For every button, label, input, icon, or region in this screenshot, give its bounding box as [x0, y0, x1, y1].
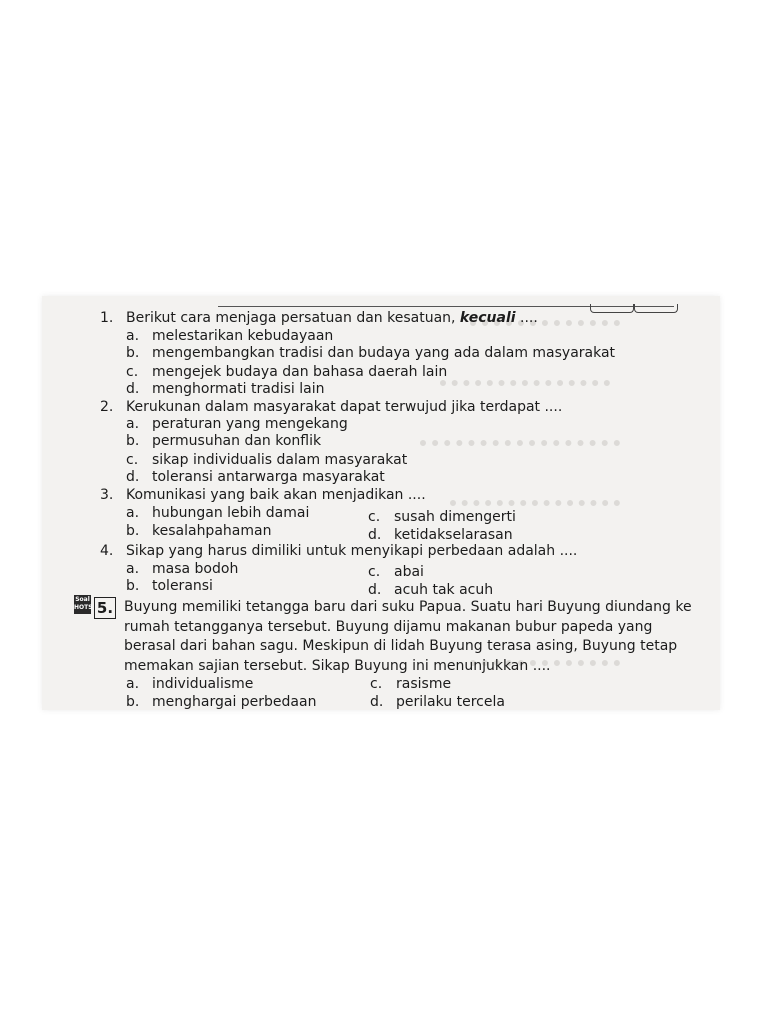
- q3-option-c-letter: c.: [368, 509, 381, 525]
- q4-option-d-letter: d.: [368, 582, 382, 598]
- q1-option-b: mengembangkan tradisi dan budaya yang ada dalam masyarakat: [152, 345, 616, 361]
- question-1-ellipsis: ....: [515, 310, 538, 326]
- question-4-text: Sikap yang harus dimiliki untuk menyikapi perbedaan adalah ....: [126, 543, 578, 559]
- q1-option-c-letter: c.: [126, 364, 139, 380]
- q5-option-d: perilaku tercela: [396, 694, 505, 710]
- hots-badge-line-1: Soal: [75, 596, 90, 603]
- q2-option-d-letter: d.: [126, 469, 140, 485]
- q3-option-a: hubungan lebih damai: [152, 505, 310, 521]
- q3-option-b: kesalahpahaman: [152, 523, 272, 539]
- header-tab-right: [634, 304, 678, 313]
- q2-option-c-letter: c.: [126, 452, 139, 468]
- q5-option-d-letter: d.: [370, 694, 384, 710]
- q4-option-b-letter: b.: [126, 578, 140, 594]
- header-tab-left: [590, 304, 634, 313]
- q2-option-a-letter: a.: [126, 416, 140, 432]
- question-1-stem: Berikut cara menjaga persatuan dan kesatuan,: [126, 310, 460, 326]
- question-4-number: 4.: [100, 543, 114, 559]
- q2-option-d: toleransi antarwarga masyarakat: [152, 469, 385, 485]
- q1-option-a: melestarikan kebudayaan: [152, 328, 334, 344]
- question-5-text: Buyung memiliki tetangga baru dari suku Papua. Suatu hari Buyung diundang ke rumah tetangganya tersebut. Buyung dijamu makanan bubur papeda yang berasal dari bahan sagu. Meskipun di lidah Buyung terasa asing, Buyung tetap memakan sajian tersebut. Sikap Buyung ini menunjukkan ....: [124, 599, 692, 674]
- q4-option-d: acuh tak acuh: [394, 582, 494, 598]
- question-2-number: 2.: [100, 399, 114, 415]
- q5-option-c-letter: c.: [370, 676, 383, 692]
- q2-option-c: sikap individualis dalam masyarakat: [152, 452, 408, 468]
- question-1-number: 1.: [100, 310, 114, 326]
- q1-option-c: mengejek budaya dan bahasa daerah lain: [152, 364, 448, 380]
- q5-option-a: individualisme: [152, 676, 254, 692]
- q2-option-b: permusuhan dan konflik: [152, 433, 322, 449]
- q4-option-a-letter: a.: [126, 561, 140, 577]
- bleed-through-decoration: [450, 500, 620, 507]
- q3-option-a-letter: a.: [126, 505, 140, 521]
- bleed-through-decoration: [420, 440, 620, 447]
- q5-option-a-letter: a.: [126, 676, 140, 692]
- q3-option-d-letter: d.: [368, 527, 382, 543]
- q4-option-b: toleransi: [152, 578, 213, 594]
- q1-option-b-letter: b.: [126, 345, 140, 361]
- q5-option-c: rasisme: [396, 676, 452, 692]
- q2-option-a: peraturan yang mengekang: [152, 416, 348, 432]
- bleed-through-decoration: [440, 380, 610, 387]
- q5-option-b: menghargai perbedaan: [152, 694, 317, 710]
- question-2-text: Kerukunan dalam masyarakat dapat terwujud jika terdapat ....: [126, 399, 563, 415]
- q4-option-a: masa bodoh: [152, 561, 239, 577]
- q5-option-b-letter: b.: [126, 694, 140, 710]
- question-3-number: 3.: [100, 487, 114, 503]
- question-1-emphasis: kecuali: [459, 310, 516, 326]
- q3-option-c: susah dimengerti: [394, 509, 516, 525]
- q3-option-b-letter: b.: [126, 523, 140, 539]
- question-5-number: 5.: [94, 597, 116, 619]
- q1-option-d-letter: d.: [126, 381, 140, 397]
- q2-option-b-letter: b.: [126, 433, 140, 449]
- q4-option-c: abai: [394, 564, 424, 580]
- q1-option-d: menghormati tradisi lain: [152, 381, 325, 397]
- question-1-text: [126, 310, 538, 326]
- hots-badge-line-2: HOTS: [74, 604, 93, 611]
- q1-option-a-letter: a.: [126, 328, 140, 344]
- q4-option-c-letter: c.: [368, 564, 381, 580]
- question-3-text: Komunikasi yang baik akan menjadikan ....: [126, 487, 426, 503]
- hots-badge-icon: [74, 595, 91, 614]
- q3-option-d: ketidakselarasan: [394, 527, 513, 543]
